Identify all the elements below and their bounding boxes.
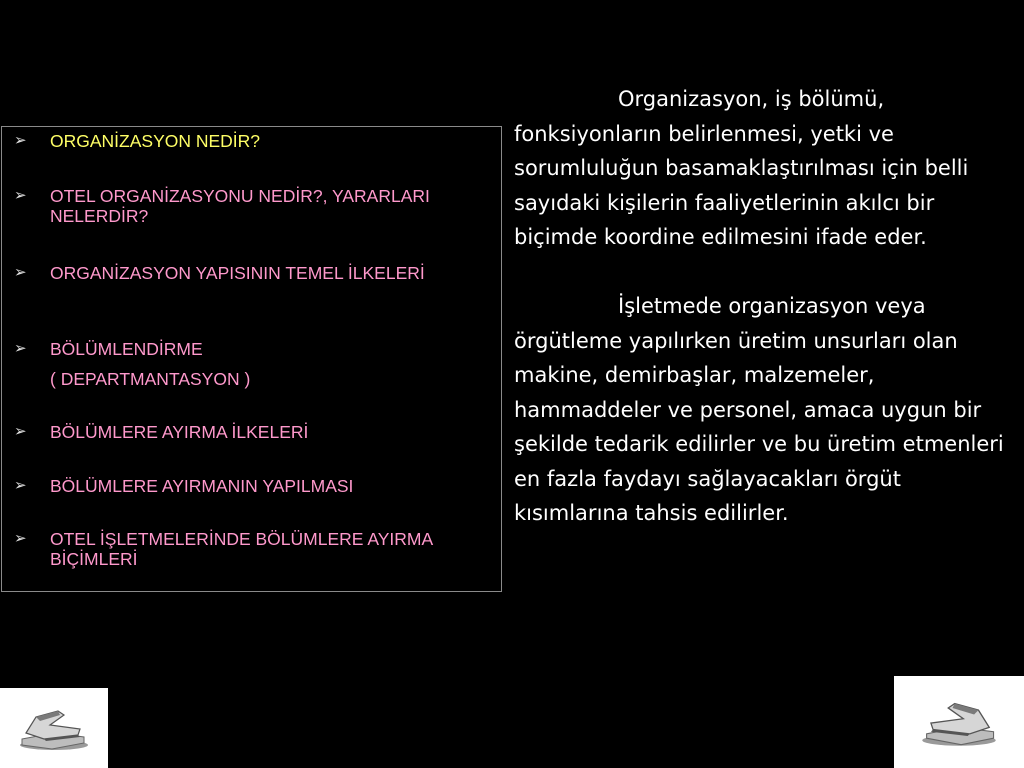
arrow-bullet-icon: ➢ <box>14 264 27 281</box>
stapler-icon <box>914 695 1004 749</box>
next-slide-button[interactable] <box>894 676 1024 768</box>
topic-label: BÖLÜMLENDİRME <box>50 339 203 359</box>
topic-label: OTEL ORGANİZASYONU NEDİR?, YARARLARI NELERDİR? <box>50 186 430 226</box>
topics-panel <box>1 126 502 592</box>
topic-label: OTEL İŞLETMELERİNDE BÖLÜMLERE AYIRMA BİÇİMLERİ <box>50 529 433 569</box>
arrow-bullet-icon: ➢ <box>14 187 27 204</box>
topic-sublabel: ( DEPARTMANTASYON ) <box>50 369 251 389</box>
topic-label-group <box>50 339 470 389</box>
paragraph-definition: Organizasyon, iş bölümü, fonksiyonların belirlenmesi, yetki ve sorumluluğun basamaklaştırılması için belli sayıdaki kişilerin faaliyetlerinin akılcı bir biçimde koordine edilmesini ifade eder. <box>514 87 969 249</box>
stapler-icon <box>14 703 94 753</box>
arrow-bullet-icon: ➢ <box>14 423 27 440</box>
topic-label: ORGANİZASYON YAPISININ TEMEL İLKELERİ <box>50 263 425 283</box>
arrow-bullet-icon: ➢ <box>14 530 27 547</box>
arrow-bullet-icon: ➢ <box>14 340 27 357</box>
topic-label: ORGANİZASYON NEDİR? <box>50 131 261 151</box>
arrow-bullet-icon: ➢ <box>14 477 27 494</box>
previous-slide-button[interactable] <box>0 688 108 768</box>
paragraph-business: İşletmede organizasyon veya örgütleme yapılırken üretim unsurları olan makine, demirbaşlar, malzemeler, hammaddeler ve personel, amaca uygun bir şekilde tedarik edilirler ve bu üretim etmenleri en fazla faydayı sağlayacakları örgüt kısımlarına tahsis edilirler. <box>514 294 1004 525</box>
content-text <box>514 82 1014 531</box>
arrow-bullet-icon: ➢ <box>14 132 27 149</box>
topic-label: BÖLÜMLERE AYIRMA İLKELERİ <box>50 422 309 442</box>
topic-label: BÖLÜMLERE AYIRMANIN YAPILMASI <box>50 476 354 496</box>
